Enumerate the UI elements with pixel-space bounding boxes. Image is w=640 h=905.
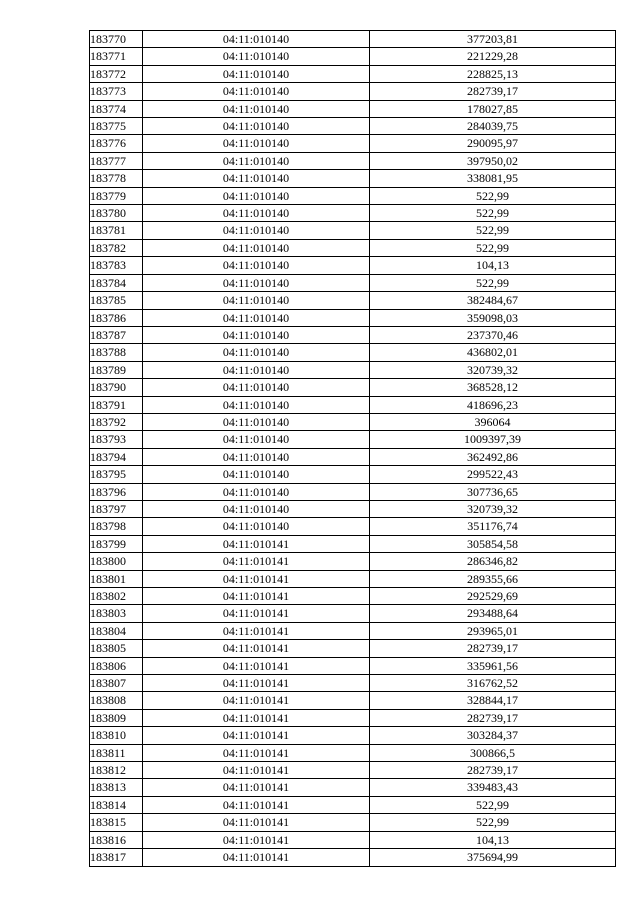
cell-record-id: 183817 xyxy=(90,849,143,866)
table-row xyxy=(90,570,616,587)
cell-value: 282739,17 xyxy=(370,709,616,726)
cell-value: 418696,23 xyxy=(370,396,616,413)
table-row xyxy=(90,605,616,622)
cell-record-id: 183793 xyxy=(90,431,143,448)
cell-record-id: 183782 xyxy=(90,239,143,256)
cell-value: 351176,74 xyxy=(370,518,616,535)
table-row xyxy=(90,518,616,535)
cell-record-id: 183801 xyxy=(90,570,143,587)
table-row xyxy=(90,535,616,552)
cell-value: 104,13 xyxy=(370,257,616,274)
cell-record-id: 183780 xyxy=(90,205,143,222)
cell-cadastral-code: 04:11:010140 xyxy=(143,448,370,465)
cell-record-id: 183811 xyxy=(90,744,143,761)
cell-cadastral-code: 04:11:010140 xyxy=(143,466,370,483)
cell-record-id: 183794 xyxy=(90,448,143,465)
cell-record-id: 183806 xyxy=(90,657,143,674)
table-row xyxy=(90,326,616,343)
table-row xyxy=(90,431,616,448)
cell-record-id: 183775 xyxy=(90,118,143,135)
cell-record-id: 183779 xyxy=(90,187,143,204)
cell-record-id: 183805 xyxy=(90,640,143,657)
cell-record-id: 183789 xyxy=(90,361,143,378)
cell-value: 228825,13 xyxy=(370,65,616,82)
table-row xyxy=(90,727,616,744)
table-row xyxy=(90,48,616,65)
cell-cadastral-code: 04:11:010140 xyxy=(143,274,370,291)
cell-cadastral-code: 04:11:010140 xyxy=(143,205,370,222)
cell-value: 320739,32 xyxy=(370,500,616,517)
cell-value: 299522,43 xyxy=(370,466,616,483)
cell-cadastral-code: 04:11:010140 xyxy=(143,239,370,256)
cell-value: 292529,69 xyxy=(370,588,616,605)
cell-record-id: 183773 xyxy=(90,83,143,100)
table-row xyxy=(90,396,616,413)
cell-value: 338081,95 xyxy=(370,170,616,187)
table-row xyxy=(90,796,616,813)
cell-record-id: 183792 xyxy=(90,413,143,430)
cell-cadastral-code: 04:11:010141 xyxy=(143,640,370,657)
cell-cadastral-code: 04:11:010141 xyxy=(143,535,370,552)
cell-cadastral-code: 04:11:010141 xyxy=(143,814,370,831)
table-row xyxy=(90,344,616,361)
cell-value: 178027,85 xyxy=(370,100,616,117)
table-row xyxy=(90,292,616,309)
cell-value: 328844,17 xyxy=(370,692,616,709)
cell-value: 290095,97 xyxy=(370,135,616,152)
table-row xyxy=(90,762,616,779)
cell-cadastral-code: 04:11:010141 xyxy=(143,553,370,570)
cell-record-id: 183795 xyxy=(90,466,143,483)
table-row xyxy=(90,274,616,291)
cell-cadastral-code: 04:11:010140 xyxy=(143,118,370,135)
cell-cadastral-code: 04:11:010140 xyxy=(143,500,370,517)
cell-record-id: 183770 xyxy=(90,31,143,48)
cell-record-id: 183791 xyxy=(90,396,143,413)
cell-value: 339483,43 xyxy=(370,779,616,796)
table-row xyxy=(90,257,616,274)
table-row xyxy=(90,222,616,239)
cell-value: 237370,46 xyxy=(370,326,616,343)
cell-cadastral-code: 04:11:010140 xyxy=(143,83,370,100)
cell-cadastral-code: 04:11:010140 xyxy=(143,257,370,274)
table-row xyxy=(90,413,616,430)
data-table xyxy=(89,30,616,867)
cell-value: 303284,37 xyxy=(370,727,616,744)
cell-cadastral-code: 04:11:010141 xyxy=(143,849,370,866)
cell-record-id: 183771 xyxy=(90,48,143,65)
cell-cadastral-code: 04:11:010141 xyxy=(143,605,370,622)
cell-value: 320739,32 xyxy=(370,361,616,378)
cell-value: 282739,17 xyxy=(370,762,616,779)
table-row xyxy=(90,118,616,135)
cell-value: 307736,65 xyxy=(370,483,616,500)
cell-value: 522,99 xyxy=(370,796,616,813)
table-row xyxy=(90,814,616,831)
cell-value: 300866,5 xyxy=(370,744,616,761)
cell-record-id: 183777 xyxy=(90,152,143,169)
cell-record-id: 183809 xyxy=(90,709,143,726)
cell-cadastral-code: 04:11:010140 xyxy=(143,483,370,500)
cell-record-id: 183798 xyxy=(90,518,143,535)
table-row xyxy=(90,361,616,378)
cell-cadastral-code: 04:11:010141 xyxy=(143,709,370,726)
cell-cadastral-code: 04:11:010140 xyxy=(143,379,370,396)
cell-record-id: 183810 xyxy=(90,727,143,744)
cell-cadastral-code: 04:11:010140 xyxy=(143,361,370,378)
table-row xyxy=(90,675,616,692)
cell-value: 335961,56 xyxy=(370,657,616,674)
table-row xyxy=(90,309,616,326)
cell-cadastral-code: 04:11:010140 xyxy=(143,326,370,343)
cell-value: 375694,99 xyxy=(370,849,616,866)
table-row xyxy=(90,588,616,605)
cell-record-id: 183786 xyxy=(90,309,143,326)
cell-value: 289355,66 xyxy=(370,570,616,587)
table-row xyxy=(90,692,616,709)
cell-record-id: 183796 xyxy=(90,483,143,500)
table-row xyxy=(90,483,616,500)
table-row xyxy=(90,170,616,187)
cell-value: 359098,03 xyxy=(370,309,616,326)
cell-record-id: 183799 xyxy=(90,535,143,552)
cell-value: 522,99 xyxy=(370,222,616,239)
cell-record-id: 183802 xyxy=(90,588,143,605)
cell-cadastral-code: 04:11:010140 xyxy=(143,222,370,239)
cell-value: 397950,02 xyxy=(370,152,616,169)
cell-cadastral-code: 04:11:010141 xyxy=(143,727,370,744)
table-row xyxy=(90,500,616,517)
cell-value: 522,99 xyxy=(370,274,616,291)
cell-record-id: 183813 xyxy=(90,779,143,796)
cell-value: 282739,17 xyxy=(370,83,616,100)
cell-cadastral-code: 04:11:010141 xyxy=(143,762,370,779)
table-row xyxy=(90,448,616,465)
table-row xyxy=(90,466,616,483)
cell-record-id: 183808 xyxy=(90,692,143,709)
cell-cadastral-code: 04:11:010140 xyxy=(143,413,370,430)
cell-record-id: 183784 xyxy=(90,274,143,291)
cell-cadastral-code: 04:11:010140 xyxy=(143,518,370,535)
cell-value: 522,99 xyxy=(370,814,616,831)
cell-cadastral-code: 04:11:010141 xyxy=(143,657,370,674)
cell-cadastral-code: 04:11:010140 xyxy=(143,48,370,65)
cell-record-id: 183783 xyxy=(90,257,143,274)
cell-value: 522,99 xyxy=(370,205,616,222)
cell-cadastral-code: 04:11:010141 xyxy=(143,675,370,692)
cell-value: 293488,64 xyxy=(370,605,616,622)
cell-cadastral-code: 04:11:010140 xyxy=(143,396,370,413)
cell-cadastral-code: 04:11:010141 xyxy=(143,570,370,587)
cell-cadastral-code: 04:11:010140 xyxy=(143,344,370,361)
cell-value: 221229,28 xyxy=(370,48,616,65)
cell-cadastral-code: 04:11:010141 xyxy=(143,692,370,709)
cell-record-id: 183788 xyxy=(90,344,143,361)
table-body xyxy=(90,31,616,867)
table-row xyxy=(90,831,616,848)
table-row xyxy=(90,83,616,100)
cell-value: 104,13 xyxy=(370,831,616,848)
cell-value: 1009397,39 xyxy=(370,431,616,448)
table-row xyxy=(90,744,616,761)
cell-value: 522,99 xyxy=(370,239,616,256)
cell-record-id: 183774 xyxy=(90,100,143,117)
cell-record-id: 183772 xyxy=(90,65,143,82)
table-row xyxy=(90,640,616,657)
table-row xyxy=(90,187,616,204)
cell-value: 305854,58 xyxy=(370,535,616,552)
cell-cadastral-code: 04:11:010140 xyxy=(143,152,370,169)
cell-value: 522,99 xyxy=(370,187,616,204)
cell-value: 286346,82 xyxy=(370,553,616,570)
cell-value: 377203,81 xyxy=(370,31,616,48)
cell-record-id: 183812 xyxy=(90,762,143,779)
cell-cadastral-code: 04:11:010140 xyxy=(143,431,370,448)
cell-record-id: 183790 xyxy=(90,379,143,396)
table-row xyxy=(90,553,616,570)
table-row xyxy=(90,152,616,169)
table-row xyxy=(90,709,616,726)
cell-cadastral-code: 04:11:010140 xyxy=(143,31,370,48)
cell-record-id: 183800 xyxy=(90,553,143,570)
cell-cadastral-code: 04:11:010140 xyxy=(143,170,370,187)
cell-record-id: 183781 xyxy=(90,222,143,239)
cell-cadastral-code: 04:11:010140 xyxy=(143,292,370,309)
table-row xyxy=(90,100,616,117)
table-row xyxy=(90,135,616,152)
cell-cadastral-code: 04:11:010141 xyxy=(143,622,370,639)
cell-value: 316762,52 xyxy=(370,675,616,692)
cell-cadastral-code: 04:11:010141 xyxy=(143,796,370,813)
cell-value: 382484,67 xyxy=(370,292,616,309)
table-row xyxy=(90,65,616,82)
cell-record-id: 183803 xyxy=(90,605,143,622)
table-row xyxy=(90,622,616,639)
cell-record-id: 183785 xyxy=(90,292,143,309)
cell-value: 368528,12 xyxy=(370,379,616,396)
cell-cadastral-code: 04:11:010141 xyxy=(143,779,370,796)
cell-value: 396064 xyxy=(370,413,616,430)
table-row xyxy=(90,239,616,256)
table-row xyxy=(90,31,616,48)
cell-record-id: 183797 xyxy=(90,500,143,517)
cell-cadastral-code: 04:11:010140 xyxy=(143,135,370,152)
cell-cadastral-code: 04:11:010140 xyxy=(143,187,370,204)
cell-cadastral-code: 04:11:010140 xyxy=(143,100,370,117)
cell-value: 282739,17 xyxy=(370,640,616,657)
table-row xyxy=(90,205,616,222)
cell-value: 293965,01 xyxy=(370,622,616,639)
cell-record-id: 183787 xyxy=(90,326,143,343)
cell-record-id: 183804 xyxy=(90,622,143,639)
cell-cadastral-code: 04:11:010141 xyxy=(143,588,370,605)
cell-value: 436802,01 xyxy=(370,344,616,361)
table-row xyxy=(90,379,616,396)
cell-cadastral-code: 04:11:010141 xyxy=(143,831,370,848)
table-row xyxy=(90,779,616,796)
cell-record-id: 183776 xyxy=(90,135,143,152)
cell-record-id: 183807 xyxy=(90,675,143,692)
cell-record-id: 183814 xyxy=(90,796,143,813)
cell-record-id: 183815 xyxy=(90,814,143,831)
cell-cadastral-code: 04:11:010140 xyxy=(143,65,370,82)
cell-value: 284039,75 xyxy=(370,118,616,135)
table-row xyxy=(90,657,616,674)
table-row xyxy=(90,849,616,866)
cell-cadastral-code: 04:11:010141 xyxy=(143,744,370,761)
cell-record-id: 183816 xyxy=(90,831,143,848)
cell-cadastral-code: 04:11:010140 xyxy=(143,309,370,326)
cell-value: 362492,86 xyxy=(370,448,616,465)
cell-record-id: 183778 xyxy=(90,170,143,187)
